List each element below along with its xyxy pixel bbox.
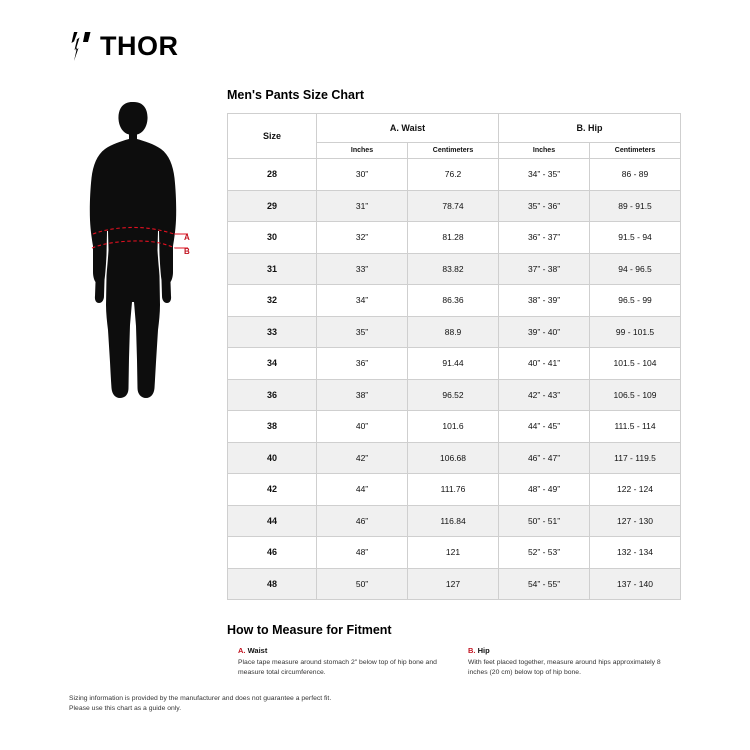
cell-waist-centimeters: 106.68 bbox=[408, 442, 499, 474]
table-body bbox=[228, 159, 681, 600]
cell-hip-inches: 50” - 51” bbox=[499, 505, 590, 537]
cell-hip-centimeters: 122 - 124 bbox=[590, 474, 681, 506]
cell-size: 40 bbox=[228, 442, 317, 474]
howto-body-waist: Place tape measure around stomach 2" below top of hip bone and measure total circumference. bbox=[238, 659, 437, 676]
table-header-row-groups bbox=[228, 114, 681, 143]
howto-item-waist bbox=[238, 646, 448, 678]
cell-size: 31 bbox=[228, 253, 317, 285]
measure-label-b: B bbox=[184, 247, 190, 256]
table-row bbox=[228, 568, 681, 600]
cell-waist-centimeters: 86.36 bbox=[408, 285, 499, 317]
cell-waist-inches: 35” bbox=[317, 316, 408, 348]
howto-marker-a: A. bbox=[238, 646, 246, 655]
column-header-waist-centimeters: Centimeters bbox=[408, 143, 499, 159]
cell-waist-inches: 38” bbox=[317, 379, 408, 411]
cell-waist-centimeters: 91.44 bbox=[408, 348, 499, 380]
cell-hip-centimeters: 127 - 130 bbox=[590, 505, 681, 537]
table-row bbox=[228, 285, 681, 317]
table-row bbox=[228, 190, 681, 222]
cell-waist-centimeters: 83.82 bbox=[408, 253, 499, 285]
cell-size: 38 bbox=[228, 411, 317, 443]
size-chart-table-wrapper bbox=[227, 113, 680, 600]
cell-waist-centimeters: 96.52 bbox=[408, 379, 499, 411]
cell-hip-centimeters: 111.5 - 114 bbox=[590, 411, 681, 443]
brand-logo bbox=[62, 30, 179, 62]
howto-body-hip: With feet placed together, measure around hips approximately 8 inches (20 cm) below top of hip bone. bbox=[468, 659, 661, 676]
cell-size: 48 bbox=[228, 568, 317, 600]
cell-size: 30 bbox=[228, 222, 317, 254]
howto-name-hip: Hip bbox=[477, 646, 490, 655]
cell-hip-inches: 46” - 47” bbox=[499, 442, 590, 474]
cell-waist-inches: 40” bbox=[317, 411, 408, 443]
cell-size: 28 bbox=[228, 159, 317, 191]
table-row bbox=[228, 159, 681, 191]
column-header-waist-inches: Inches bbox=[317, 143, 408, 159]
table-row bbox=[228, 222, 681, 254]
disclaimer-line-2: Please use this chart as a guide only. bbox=[69, 705, 182, 713]
cell-hip-centimeters: 132 - 134 bbox=[590, 537, 681, 569]
cell-hip-inches: 36” - 37” bbox=[499, 222, 590, 254]
measure-label-a: A bbox=[184, 233, 190, 242]
cell-waist-inches: 34” bbox=[317, 285, 408, 317]
cell-waist-inches: 31” bbox=[317, 190, 408, 222]
cell-waist-centimeters: 101.6 bbox=[408, 411, 499, 443]
cell-waist-centimeters: 76.2 bbox=[408, 159, 499, 191]
table-row bbox=[228, 537, 681, 569]
column-group-hip: B. Hip bbox=[499, 114, 681, 143]
column-header-hip-inches: Inches bbox=[499, 143, 590, 159]
howto-title: How to Measure for Fitment bbox=[227, 623, 392, 637]
cell-hip-centimeters: 94 - 96.5 bbox=[590, 253, 681, 285]
cell-hip-centimeters: 89 - 91.5 bbox=[590, 190, 681, 222]
cell-hip-inches: 42” - 43” bbox=[499, 379, 590, 411]
howto-heading-hip bbox=[468, 646, 678, 655]
cell-hip-inches: 48” - 49” bbox=[499, 474, 590, 506]
table-row bbox=[228, 442, 681, 474]
table-row bbox=[228, 348, 681, 380]
table-row bbox=[228, 253, 681, 285]
cell-hip-inches: 34” - 35” bbox=[499, 159, 590, 191]
cell-size: 29 bbox=[228, 190, 317, 222]
cell-waist-centimeters: 81.28 bbox=[408, 222, 499, 254]
table-row bbox=[228, 505, 681, 537]
cell-hip-inches: 40” - 41” bbox=[499, 348, 590, 380]
cell-hip-centimeters: 117 - 119.5 bbox=[590, 442, 681, 474]
table-row bbox=[228, 379, 681, 411]
cell-waist-inches: 50” bbox=[317, 568, 408, 600]
column-header-hip-centimeters: Centimeters bbox=[590, 143, 681, 159]
cell-waist-inches: 30” bbox=[317, 159, 408, 191]
cell-hip-centimeters: 86 - 89 bbox=[590, 159, 681, 191]
cell-size: 44 bbox=[228, 505, 317, 537]
cell-hip-inches: 38” - 39” bbox=[499, 285, 590, 317]
cell-hip-inches: 54” - 55” bbox=[499, 568, 590, 600]
table-header bbox=[228, 114, 681, 159]
cell-size: 34 bbox=[228, 348, 317, 380]
cell-waist-inches: 33” bbox=[317, 253, 408, 285]
howto-marker-b: B. bbox=[468, 646, 476, 655]
cell-waist-centimeters: 88.9 bbox=[408, 316, 499, 348]
column-group-waist: A. Waist bbox=[317, 114, 499, 143]
cell-hip-centimeters: 101.5 - 104 bbox=[590, 348, 681, 380]
thor-bolt-icon bbox=[62, 30, 92, 62]
disclaimer-line-1: Sizing information is provided by the manufacturer and does not guarantee a perfect fit. bbox=[69, 695, 332, 702]
cell-hip-centimeters: 99 - 101.5 bbox=[590, 316, 681, 348]
table-row bbox=[228, 474, 681, 506]
cell-waist-inches: 42” bbox=[317, 442, 408, 474]
size-chart-table bbox=[227, 113, 681, 600]
cell-waist-centimeters: 121 bbox=[408, 537, 499, 569]
howto-item-hip bbox=[468, 646, 678, 678]
disclaimer bbox=[69, 694, 331, 714]
cell-waist-centimeters: 78.74 bbox=[408, 190, 499, 222]
cell-hip-inches: 35” - 36” bbox=[499, 190, 590, 222]
cell-hip-centimeters: 137 - 140 bbox=[590, 568, 681, 600]
cell-waist-inches: 44” bbox=[317, 474, 408, 506]
page-title: Men's Pants Size Chart bbox=[227, 88, 365, 102]
cell-hip-centimeters: 91.5 - 94 bbox=[590, 222, 681, 254]
cell-waist-inches: 36” bbox=[317, 348, 408, 380]
brand-name: THOR bbox=[100, 30, 179, 61]
cell-waist-centimeters: 111.76 bbox=[408, 474, 499, 506]
cell-size: 46 bbox=[228, 537, 317, 569]
cell-size: 42 bbox=[228, 474, 317, 506]
cell-hip-inches: 37” - 38” bbox=[499, 253, 590, 285]
table-row bbox=[228, 411, 681, 443]
cell-size: 33 bbox=[228, 316, 317, 348]
cell-waist-centimeters: 116.84 bbox=[408, 505, 499, 537]
table-row bbox=[228, 316, 681, 348]
cell-waist-centimeters: 127 bbox=[408, 568, 499, 600]
cell-size: 36 bbox=[228, 379, 317, 411]
cell-hip-inches: 39” - 40” bbox=[499, 316, 590, 348]
body-silhouette-figure bbox=[80, 100, 210, 410]
howto-name-waist: Waist bbox=[247, 646, 268, 655]
cell-size: 32 bbox=[228, 285, 317, 317]
cell-waist-inches: 32” bbox=[317, 222, 408, 254]
cell-hip-inches: 44” - 45” bbox=[499, 411, 590, 443]
cell-waist-inches: 48” bbox=[317, 537, 408, 569]
cell-hip-inches: 52” - 53” bbox=[499, 537, 590, 569]
howto-heading-waist bbox=[238, 646, 448, 655]
cell-hip-centimeters: 96.5 - 99 bbox=[590, 285, 681, 317]
cell-waist-inches: 46” bbox=[317, 505, 408, 537]
cell-hip-centimeters: 106.5 - 109 bbox=[590, 379, 681, 411]
column-header-size: Size bbox=[228, 114, 317, 159]
